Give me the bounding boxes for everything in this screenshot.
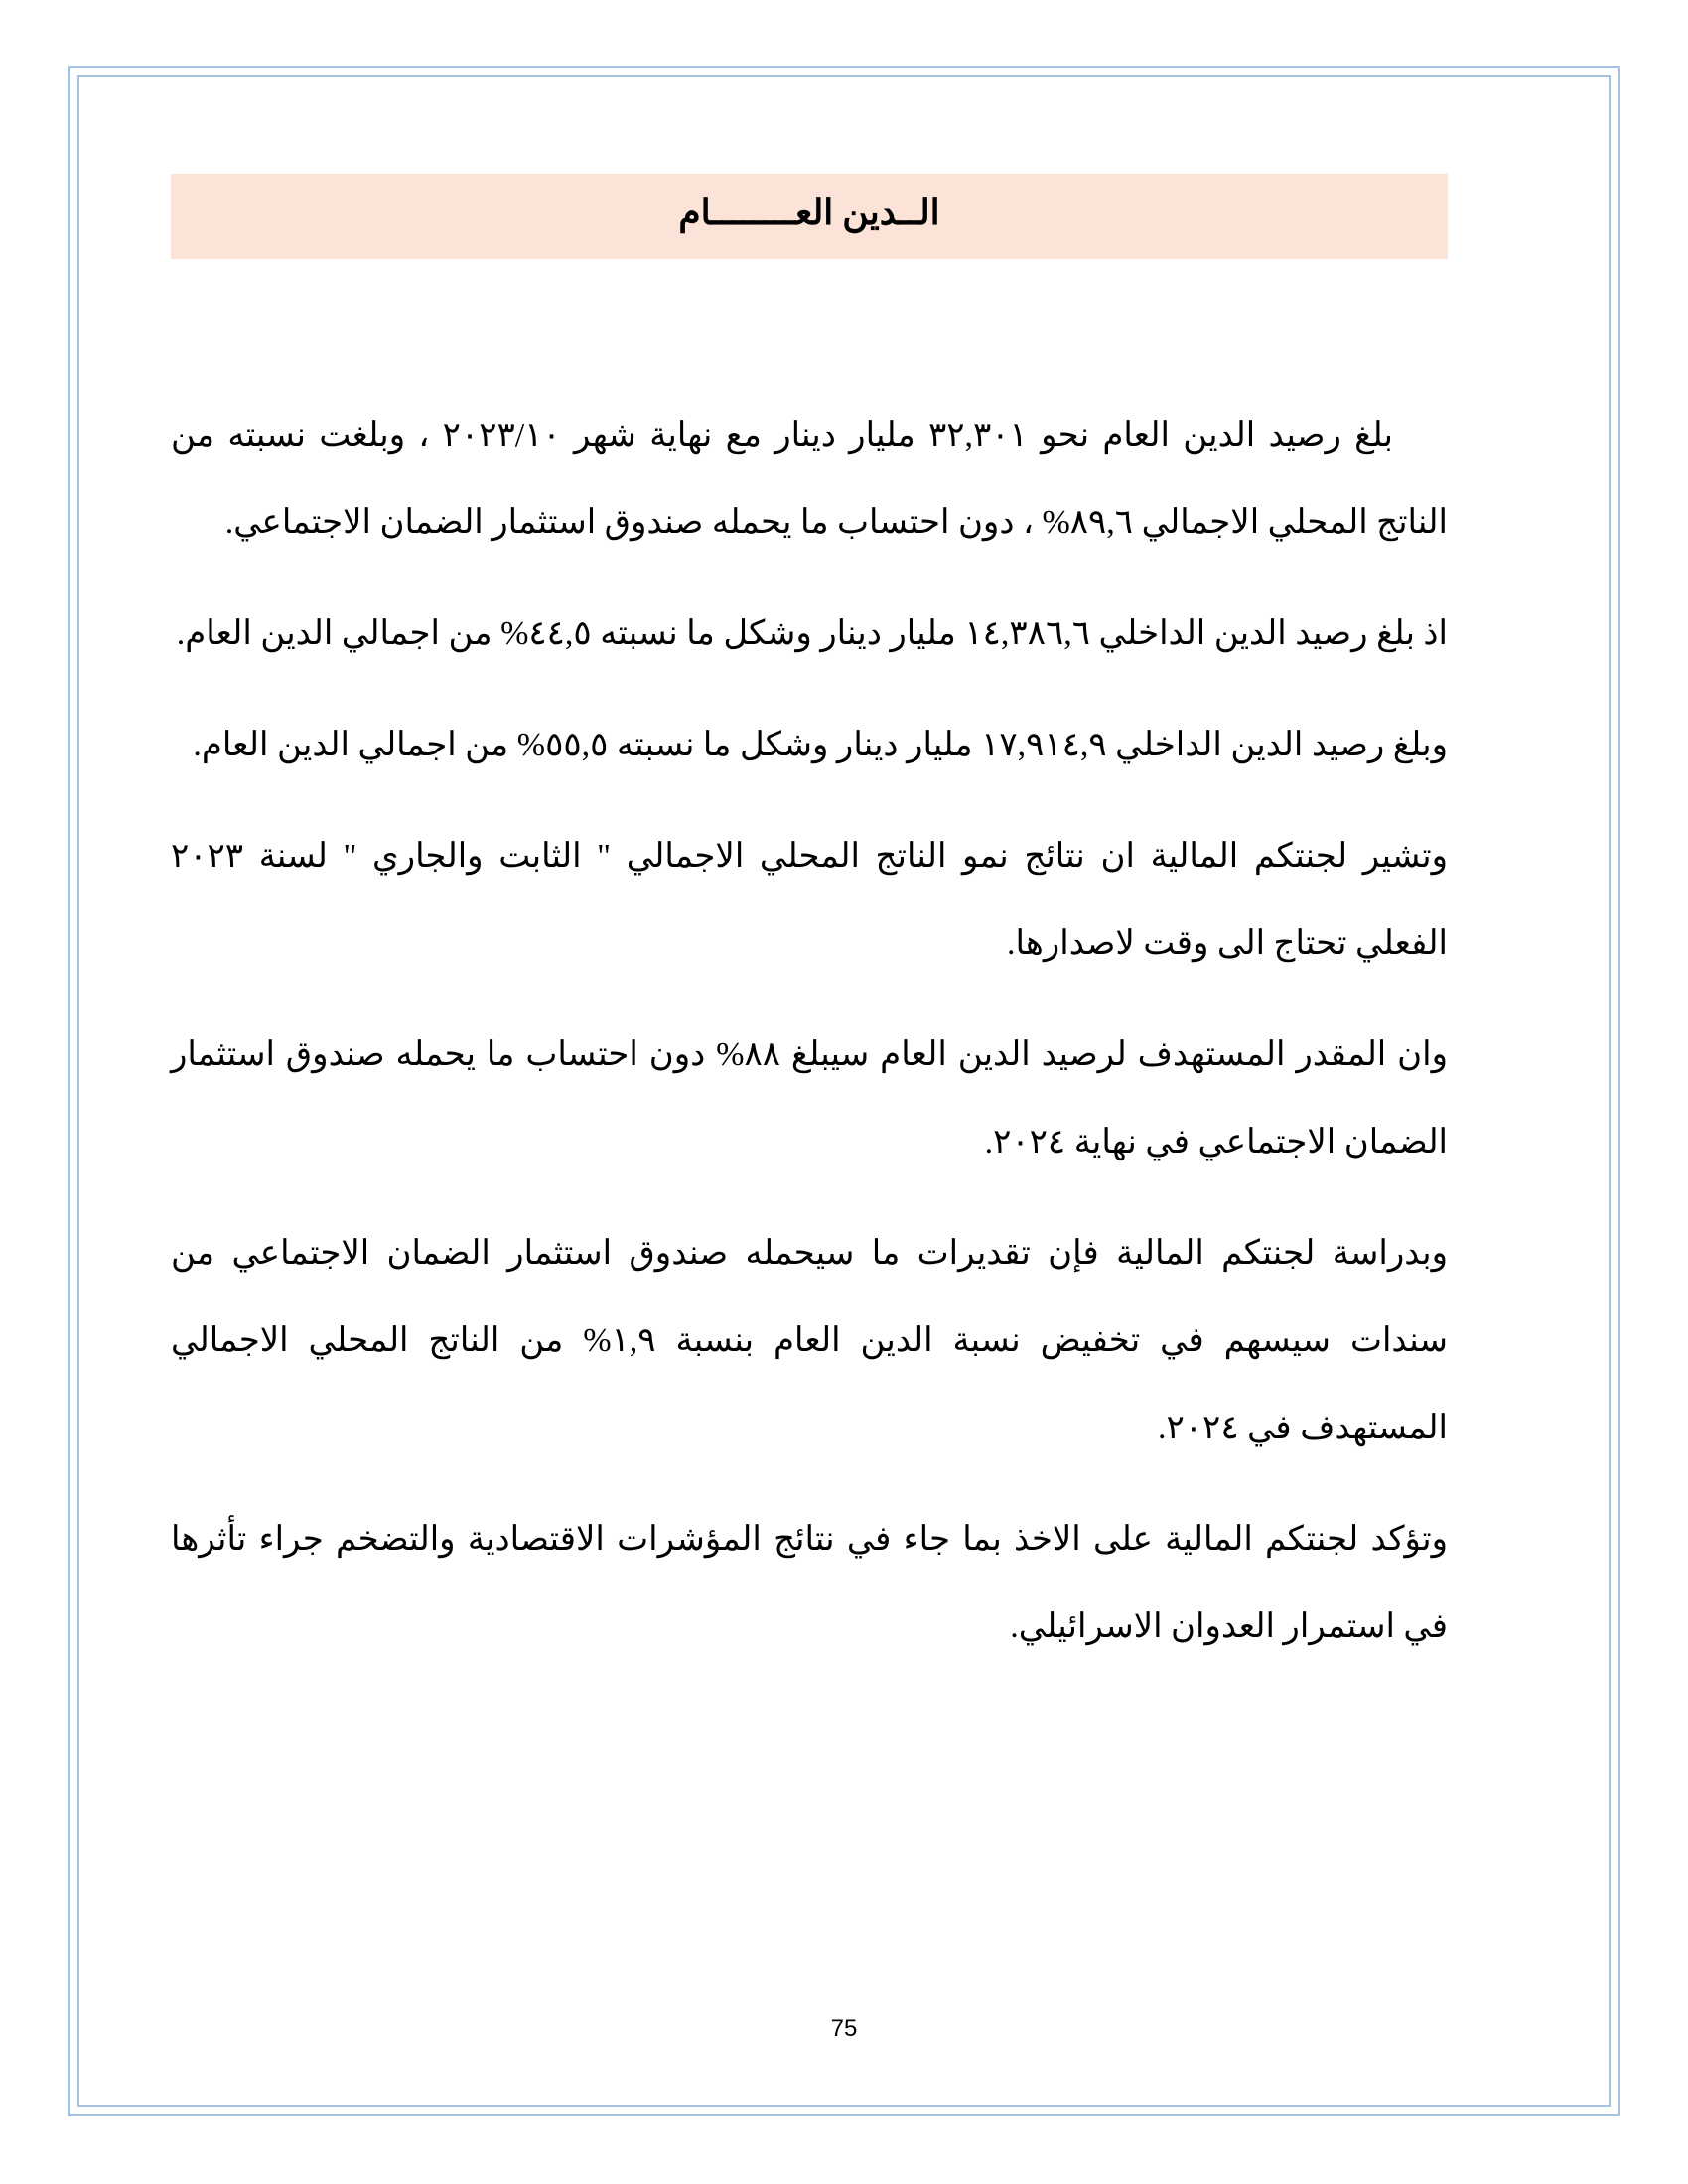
paragraph-social-security-fund: وبدراسة لجنتكم المالية فإن تقديرات ما سيحمله صندوق استثمار الضمان الاجتماعي من سندات سيسهم في تخفيض نسبة الدين العام بنسبة ١,٩% من الناتج المحلي الاجمالي المستهدف في ٢٠٢٤. [171,1235,1448,1446]
page-number: 75 [830,2015,858,2042]
paragraph-public-debt-total: بلغ رصيد الدين العام نحو ٣٢,٣٠١ مليار دينار مع نهاية شهر ٢٠٢٣/١٠ ، وبلغت نسبته من الناتج المحلي الاجمالي ٨٩,٦% ، دون احتساب ما يحمله صندوق استثمار الضمان الاجتماعي. [171,417,1448,541]
paragraph-gdp-growth-note: وتشير لجنتكم المالية ان نتائج نمو الناتج المحلي الاجمالي " الثابت والجاري " لسنة ٢٠٢٣ الفعلي تحتاج الى وقت لاصدارها. [171,838,1448,962]
document-body [171,392,1448,1695]
section-title: الــدين العــــــــام [678,193,940,232]
section-title-band [171,174,1448,259]
paragraph-target-debt: وان المقدر المستهدف لرصيد الدين العام سيبلغ ٨٨% دون احتساب ما يحمله صندوق استثمار الضمان الاجتماعي في نهاية ٢٠٢٤. [171,1036,1448,1160]
paragraph-debt-balance: وبلغ رصيد الدين الداخلي ١٧,٩١٤,٩ مليار دينار وشكل ما نسبته ٥٥,٥% من اجمالي الدين العام. [193,727,1448,763]
paragraph-committee-recommendation: وتؤكد لجنتكم المالية على الاخذ بما جاء في نتائج المؤشرات الاقتصادية والتضخم جراء تأثرها في استمرار العدوان الاسرائيلي. [171,1521,1448,1645]
paragraph-domestic-debt: اذ بلغ رصيد الدين الداخلي ١٤,٣٨٦,٦ مليار دينار وشكل ما نسبته ٤٤,٥% من اجمالي الدين العام. [176,615,1448,652]
